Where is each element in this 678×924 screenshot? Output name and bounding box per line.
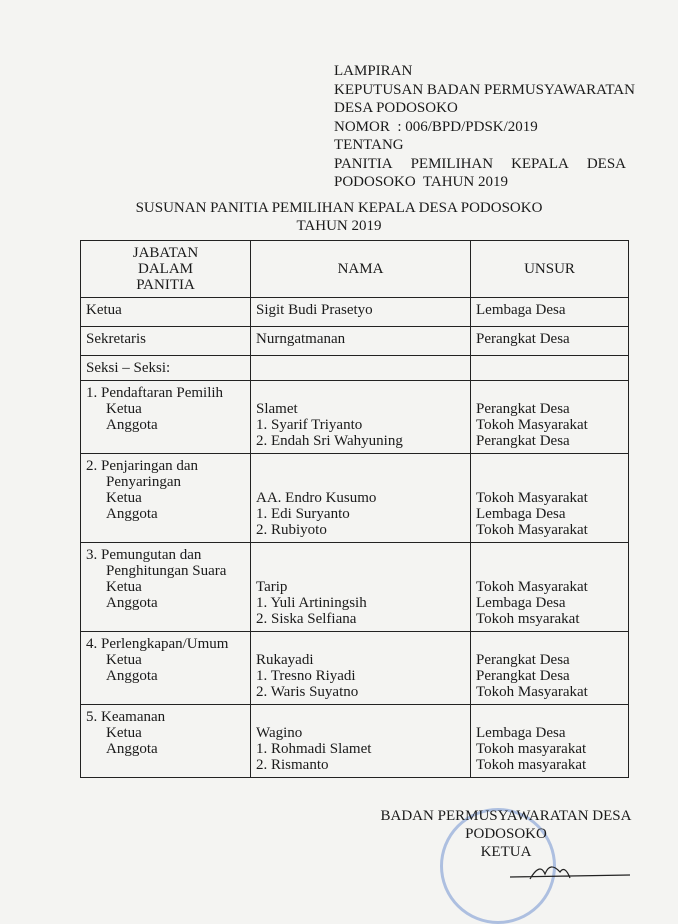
cell-jabatan [81,327,251,356]
cell-nama [251,543,471,632]
cell-line: Perangkat Desa [476,401,570,417]
cell-unsur [471,327,629,356]
cell-line: Tokoh msyarakat [476,611,580,627]
cell-jabatan [81,543,251,632]
committee-table [80,240,629,778]
attachment-header [334,62,635,192]
cell-line: 3. Pemungutan dan [86,547,202,563]
cell-jabatan [81,381,251,454]
cell-line: Sigit Budi Prasetyo [256,302,373,318]
cell-line: Wagino [256,725,303,741]
cell-nama [251,632,471,705]
handwritten-signature [510,860,640,880]
cell-line: 2. Penjaringan dan [86,458,199,474]
cell-line: 1. Tresno Riyadi [256,668,356,684]
cell-line: Tokoh Masyarakat [476,684,588,700]
cell-line: Tokoh Masyarakat [476,490,588,506]
cell-line: Penghitungan Suara [106,563,227,579]
word: DESA [586,155,626,172]
cell-line: Anggota [106,595,158,611]
cell-jabatan [81,705,251,778]
cell-line: Lembaga Desa [476,506,566,522]
header-line: TENTANG [334,137,404,153]
table-row [81,705,629,778]
header-line: NOMOR : 006/BPD/PDSK/2019 [334,118,538,135]
cell-line: 2. Rismanto [256,757,329,773]
cell-line: Perangkat Desa [476,668,570,684]
cell-line: Tokoh masyarakat [476,757,587,773]
signature-block [376,807,636,861]
cell-nama [251,327,471,356]
table-row [81,327,629,356]
cell-unsur [471,454,629,543]
cell-unsur [471,632,629,705]
title-line: SUSUNAN PANITIA PEMILIHAN KEPALA DESA PODOSOKO [135,200,543,216]
cell-line: AA. Endro Kusumo [256,490,377,506]
word: PEMILIHAN [410,155,494,172]
cell-line: Tokoh Masyarakat [476,522,588,538]
cell-line: Ketua [106,579,142,595]
cell-line: Tokoh Masyarakat [476,417,588,433]
cell-line: Seksi – Seksi: [86,360,171,376]
header-line: LAMPIRAN [334,63,413,79]
cell-line: Lembaga Desa [476,725,566,741]
cell-unsur [471,298,629,327]
cell-line: Lembaga Desa [476,595,566,611]
header-line: DESA PODOSOKO [334,100,458,116]
cell-nama [251,454,471,543]
word: KEPALA [511,155,569,172]
cell-line: Ketua [106,490,142,506]
signature-line: KETUA [480,844,532,860]
cell-line: Penyaringan [106,474,181,490]
cell-line: 2. Endah Sri Wahyuning [256,433,403,449]
cell-jabatan [81,298,251,327]
header-line: KEPUTUSAN BADAN PERMUSYAWARATAN [334,81,635,98]
cell-line: Anggota [106,668,158,684]
column-header: NAMA [251,241,471,298]
cell-line: 1. Pendaftaran Pemilih [86,385,224,401]
cell-line: 4. Perlengkapan/Umum [86,636,229,652]
table-row [81,454,629,543]
cell-line: Tokoh Masyarakat [476,579,588,595]
cell-jabatan [81,632,251,705]
table-header-row [81,241,629,298]
cell-line: Ketua [106,401,142,417]
table-row [81,356,629,381]
cell-line: 2. Rubiyoto [256,522,327,538]
document-title [0,199,678,235]
table-row [81,298,629,327]
cell-nama [251,298,471,327]
column-header: UNSUR [471,241,629,298]
cell-line: Slamet [256,401,298,417]
cell-line: Lembaga Desa [476,302,566,318]
signature-line: BADAN PERMUSYAWARATAN DESA [380,808,632,824]
signature-line: PODOSOKO [465,826,547,842]
cell-line: Sekretaris [86,331,146,347]
cell-line: 2. Waris Suyatno [256,684,359,700]
cell-line: Ketua [86,302,122,318]
header-line: PODOSOKO TAHUN 2019 [334,174,508,190]
table-row [81,381,629,454]
cell-nama [251,356,471,381]
cell-line: Anggota [106,506,158,522]
cell-line: Perangkat Desa [476,433,570,449]
cell-line: Perangkat Desa [476,331,570,347]
cell-jabatan [81,356,251,381]
cell-line: Rukayadi [256,652,314,668]
cell-unsur [471,543,629,632]
table-row [81,543,629,632]
cell-line: Ketua [106,652,142,668]
cell-line: 1. Rohmadi Slamet [256,741,372,757]
cell-unsur [471,705,629,778]
cell-line: 1. Syarif Triyanto [256,417,363,433]
title-line: TAHUN 2019 [296,218,382,234]
column-header: JABATAN DALAM PANITIA [81,241,251,298]
cell-nama [251,381,471,454]
cell-line: 1. Edi Suryanto [256,506,350,522]
cell-unsur [471,381,629,454]
header-line [334,155,626,174]
cell-nama [251,705,471,778]
cell-line: Perangkat Desa [476,652,570,668]
cell-line: Anggota [106,417,158,433]
cell-line: Ketua [106,725,142,741]
cell-line: 5. Keamanan [86,709,166,725]
cell-line: Tokoh masyarakat [476,741,587,757]
cell-unsur [471,356,629,381]
cell-line: 1. Yuli Artiningsih [256,595,367,611]
cell-line: Nurngatmanan [256,331,346,347]
cell-line: Tarip [256,579,288,595]
cell-line: 2. Siska Selfiana [256,611,357,627]
cell-jabatan [81,454,251,543]
table-row [81,632,629,705]
cell-line: Anggota [106,741,158,757]
word: PANITIA [334,155,393,172]
